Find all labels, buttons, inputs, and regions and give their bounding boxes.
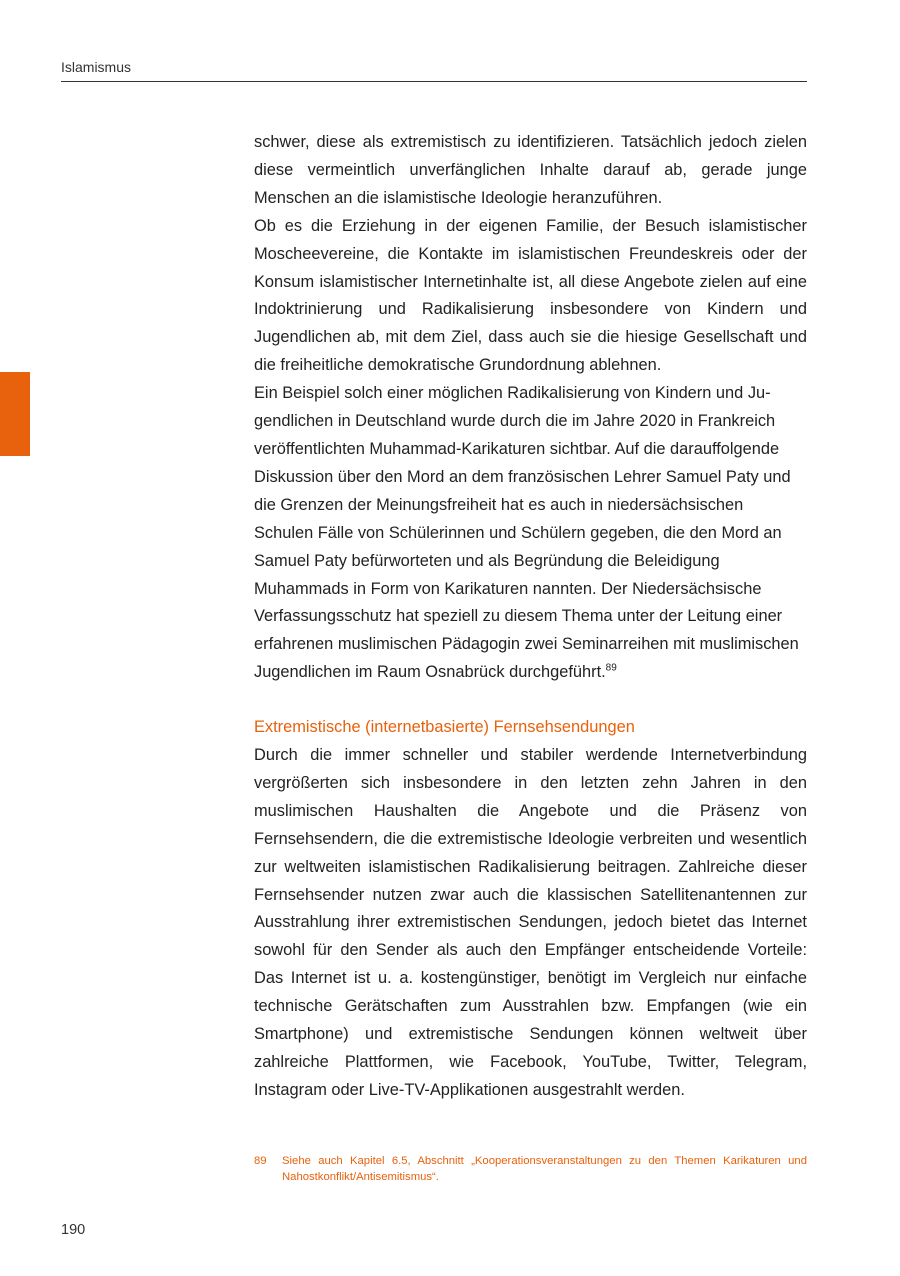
- section-paragraph: Durch die immer schneller und stabiler werdende Internetverbindung vergrößerten sich insbesondere in den letzten zehn Jahren in den muslimischen Haushalten die Angebote und die Präsenz von Fernsehsendern, die die extremistische Ideologie verbreiten und wesentlich zur weltweiten islamistischen Radikalisierung beitragen. Zahlreiche dieser Fernsehsender nutzen zwar auch die klassischen Satellitenantennen zur Ausstrahlung ihrer extremistischen Sendungen, jedoch bietet das Internet sowohl für den Sender als auch den Empfänger entscheidende Vorteile: Das Internet ist u. a. kostengünstiger, benötigt im Vergleich nur einfache technische Gerätschaften zum Ausstrahlen bzw. Empfangen (wie ein Smartphone) und extremistische Sendungen können weltweit über zahlreiche Plattformen, wie Facebook, YouTube, Twitter, Telegram, Instagram oder Live-TV-Applikationen ausgestrahlt werden.: [254, 746, 807, 1099]
- paragraph-text: Ein Beispiel solch einer möglichen Radikalisierung von Kindern und Jugendlichen in Deutschland wurde durch die im Jahre 2020 in Frankreich veröffentlichten Muhammad-Karikaturen sichtbar. Auf die darauffolgende Diskussion über den Mord an dem französischen Lehrer Samuel Paty und die Grenzen der Meinungsfreiheit hat es auch in niedersächsischen Schulen Fälle von Schülerinnen und Schülern gegeben, die den Mord an Samuel Paty befürworteten und als Begründung die Beleidigung Muhammads in Form von Karikaturen nannten. Der Niedersächsische Verfassungsschutz hat speziell zu diesem Thema unter der Leitung einer erfahrenen muslimischen Pädagogin zwei Seminarreihen mit muslimischen Jugendlichen im Raum Osnabrück durchgeführt.: [254, 384, 799, 682]
- section-heading: Extremistische (internetbasierte) Fernsehsendungen: [254, 718, 635, 737]
- paragraph: Ob es die Erziehung in der eigenen Familie, der Besuch islamistischer Moscheevereine, die Kontakte im islamistischen Freundeskreis oder der Konsum islamistischer Internetinhalte ist, all diese Angebote zielen auf eine Indoktrinierung und Radikalisierung insbesondere von Kindern und Jugendlichen ab, mit dem Ziel, dass auch sie die hiesige Gesellschaft und die freiheitliche demokratische Grundordnung ablehnen.: [254, 216, 807, 375]
- paragraph: schwer, diese als extremistisch zu identifizieren. Tatsächlich jedoch zielen diese vermeintlich unverfänglichen Inhalte darauf ab, gerade junge Menschen an die islamistische Ideologie heranzuführen.: [254, 133, 807, 207]
- footnote-text: Siehe auch Kapitel 6.5, Abschnitt „Kooperationsveranstaltungen zu den Themen Karikaturen und Nahostkonflikt/Antisemitismus“.: [282, 1155, 807, 1183]
- header-rule: [61, 81, 807, 82]
- body-column: [254, 129, 807, 1105]
- running-title: Islamismus: [61, 59, 132, 75]
- chapter-tab-marker: [0, 372, 30, 456]
- footnote: [254, 1154, 807, 1185]
- footnote-number: 89: [254, 1155, 267, 1167]
- page-number: 190: [61, 1222, 86, 1238]
- paragraph: [254, 380, 807, 687]
- footnote-reference[interactable]: 89: [605, 662, 617, 674]
